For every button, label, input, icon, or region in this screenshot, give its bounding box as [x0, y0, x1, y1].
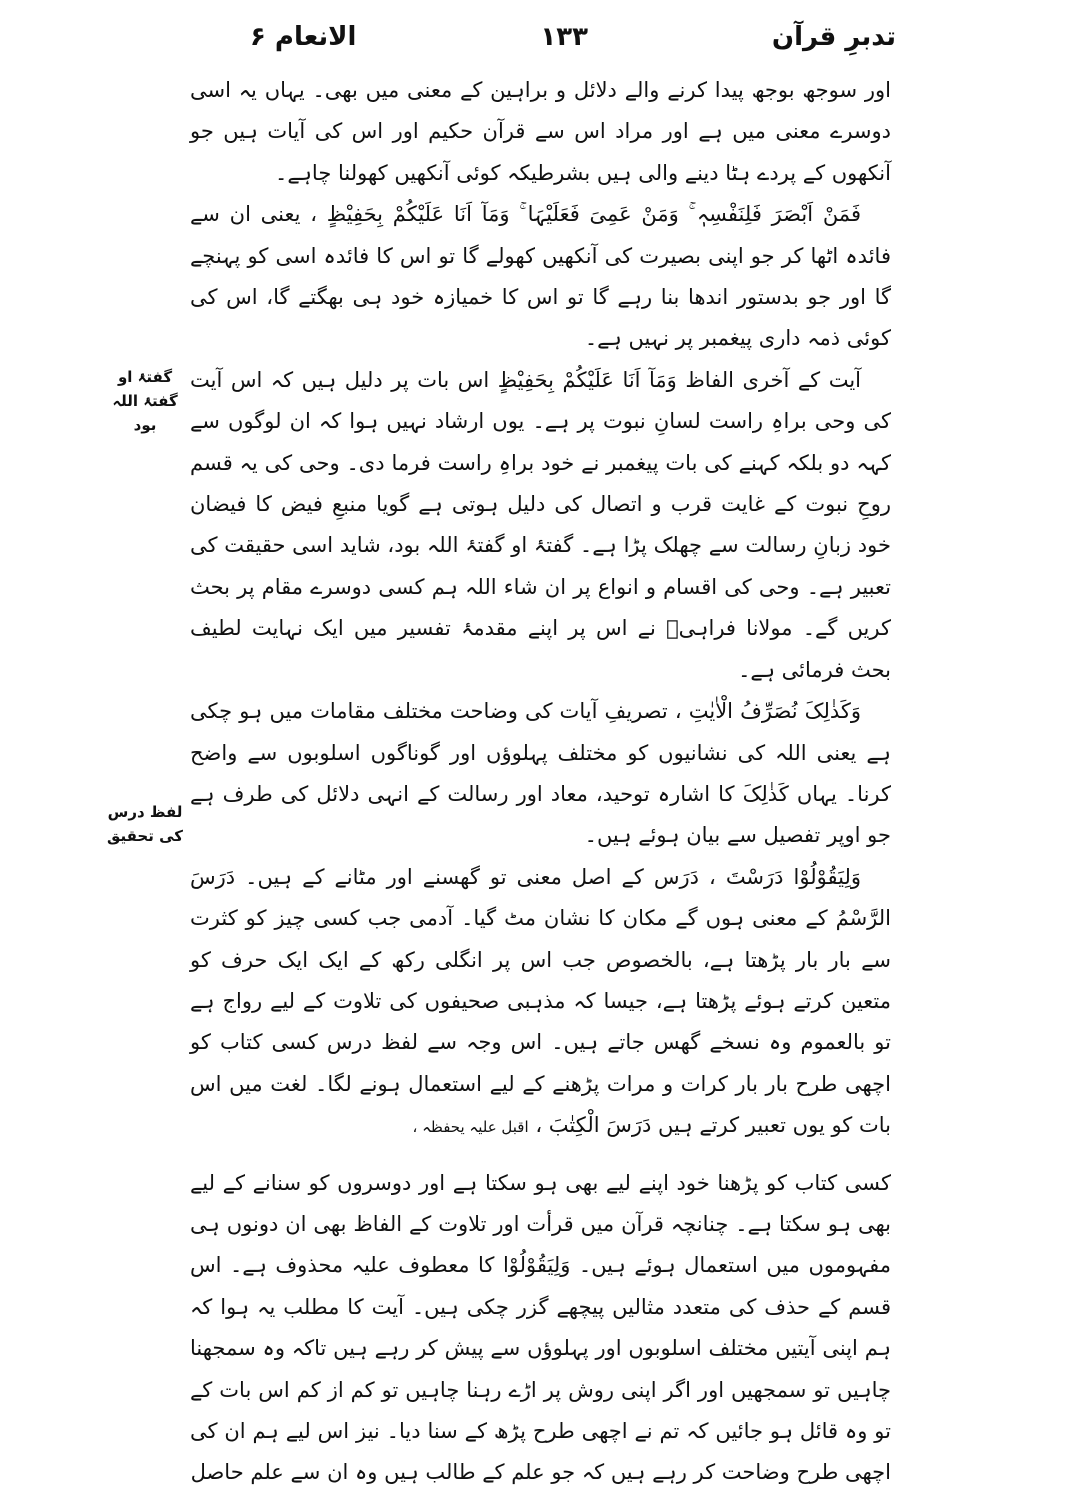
- page-header: [250, 14, 896, 60]
- footnote: اقبل علیہ یحفظہ ،: [412, 1118, 529, 1137]
- paragraph-text: وَلِیَقُوْلُوْا دَرَسْتَ ، دَرَس کے اصل معنی تو گھسنے اور مٹانے کے ہیں۔ دَرَسَ الرَّسْمُ کے معنی ہوں گے مکان کا نشان مٹ گیا۔ آدمی جب کسی چیز کو کثرت سے بار بار پڑھتا ہے، بالخصوص جب اس پر انگلی رکھ کے ایک ایک حرف کو متعین کرتے ہوئے پڑھتا ہے، جیسا کہ مذہبی صحیفوں کی تلاوت کے لیے رواج ہے تو بالعموم وہ نسخے گھس جاتے ہیں۔ اس وجہ سے لفظ درس کسی کتاب کو اچھی طرح بار بار کرات و مرات پڑھنے کے لیے استعمال ہونے لگا۔ لغت میں اس بات کو یوں تعبیر کرتے ہیں دَرَسَ الْکِتٰبَ ،: [190, 864, 891, 1138]
- margin-note: گفتۂ او گفتۂ اللہ بود: [112, 368, 178, 434]
- paragraph: اور سوجھ بوجھ پیدا کرنے والے دلائل و براہین کے معنی میں بھی۔ یہاں یہ اسی دوسرے معنی میں ہے اور مراد اس سے قرآن حکیم اور اس کی آیات ہیں جو آنکھوں کے پردے ہٹا دینے والی ہیں بشرطیکہ کوئی آنکھیں کھولنا چاہے۔: [190, 78, 891, 185]
- margin-note: لفظ درس کی تحقیق: [106, 803, 183, 845]
- paragraph: کسی کتاب کو پڑھنا خود اپنے لیے بھی ہو سکتا ہے اور دوسروں کو سنانے کے لیے بھی ہو سکتا ہے۔ چنانچہ قرآن میں قرأت اور تلاوت کے الفاظ بھی ان دونوں ہی مفہوموں میں استعمال ہوئے ہیں۔ وَلِیَقُوْلُوْا کا معطوف علیہ محذوف ہے۔ اس قسم کے حذف کی متعدد مثالیں پیچھے گزر چکی ہیں۔ آیت کا مطلب یہ ہوا کہ ہم اپنی آیتیں مختلف اسلوبوں اور پہلوؤں سے پیش کر رہے ہیں تاکہ وہ سمجھنا چاہیں تو سمجھیں اور اگر اپنی روش پر اڑے رہنا چاہیں تو کم از کم اس بات کے تو وہ قائل ہو جائیں کہ تم نے اچھی طرح پڑھ کے سنا دیا۔ نیز اس لیے ہم ان کی اچھی طرح وضاحت کر رہے ہیں کہ جو علم کے طالب ہیں وہ ان سے علم حاصل: [190, 1170, 891, 1485]
- paragraph: وَکَذٰلِکَ نُصَرِّفُ الْاٰیٰتِ ، تصریفِ آیات کی وضاحت مختلف مقامات میں ہو چکی ہے یعنی اللہ کی نشانیوں کو مختلف پہلوؤں اور گوناگوں اسلوبوں سے واضح کرنا۔ یہاں کَذٰلِکَ کا اشارہ توحید، معاد اور رسالت کے انہی دلائل کی طرف ہے جو اوپر تفصیل سے بیان ہوئے ہیں۔: [190, 699, 891, 848]
- book-title: تدبرِ قرآن: [771, 22, 896, 52]
- main-text: [190, 70, 891, 1494]
- page-number: ۱۳۳: [540, 22, 588, 52]
- paragraph: آیت کے آخری الفاظ وَمَآ اَنَا عَلَیْکُمْ بِحَفِیْظٍ اس بات پر دلیل ہیں کہ اس آیت کی وحی براہِ راست لسانِ نبوت پر ہے۔ یوں ارشاد نہیں ہوا کہ ان لوگوں سے کہہ دو بلکہ کہنے کی بات پیغمبر نے خود براہِ راست فرما دی۔ وحی کی یہ قسم روحِ نبوت کے غایت قرب و اتصال کی دلیل ہوتی ہے گویا منبعِ فیض کا فیضان خود زبانِ رسالت سے چھلک پڑا ہے۔ گفتۂ او گفتۂ اللہ بود، شاید اسی حقیقت کی تعبیر ہے۔ وحی کی اقسام و انواع پر ان شاء اللہ ہم کسی دوسرے مقام پر بحث کریں گے۔ مولانا فراہیؒ نے اس پر اپنے مقدمۂ تفسیر میں ایک نہایت لطیف بحث فرمائی ہے۔: [190, 367, 891, 682]
- paragraph: [190, 857, 891, 1149]
- paragraph: فَمَنْ اَبْصَرَ فَلِنَفْسِہٖ ۚ وَمَنْ عَمِیَ فَعَلَیْہَا ۚ وَمَآ اَنَا عَلَیْکُمْ بِحَفِیْظٍ ، یعنی ان سے فائدہ اٹھا کر جو اپنی بصیرت کی آنکھیں کھولے گا تو اس کا فائدہ اسی کو پہنچے گا اور جو بدستور اندھا بنا رہے گا تو اس کا خمیازہ خود ہی بھگتے گا، اس کی کوئی ذمہ داری پیغمبر پر نہیں ہے۔: [190, 202, 891, 351]
- surah-name: الانعام ۶: [250, 22, 357, 52]
